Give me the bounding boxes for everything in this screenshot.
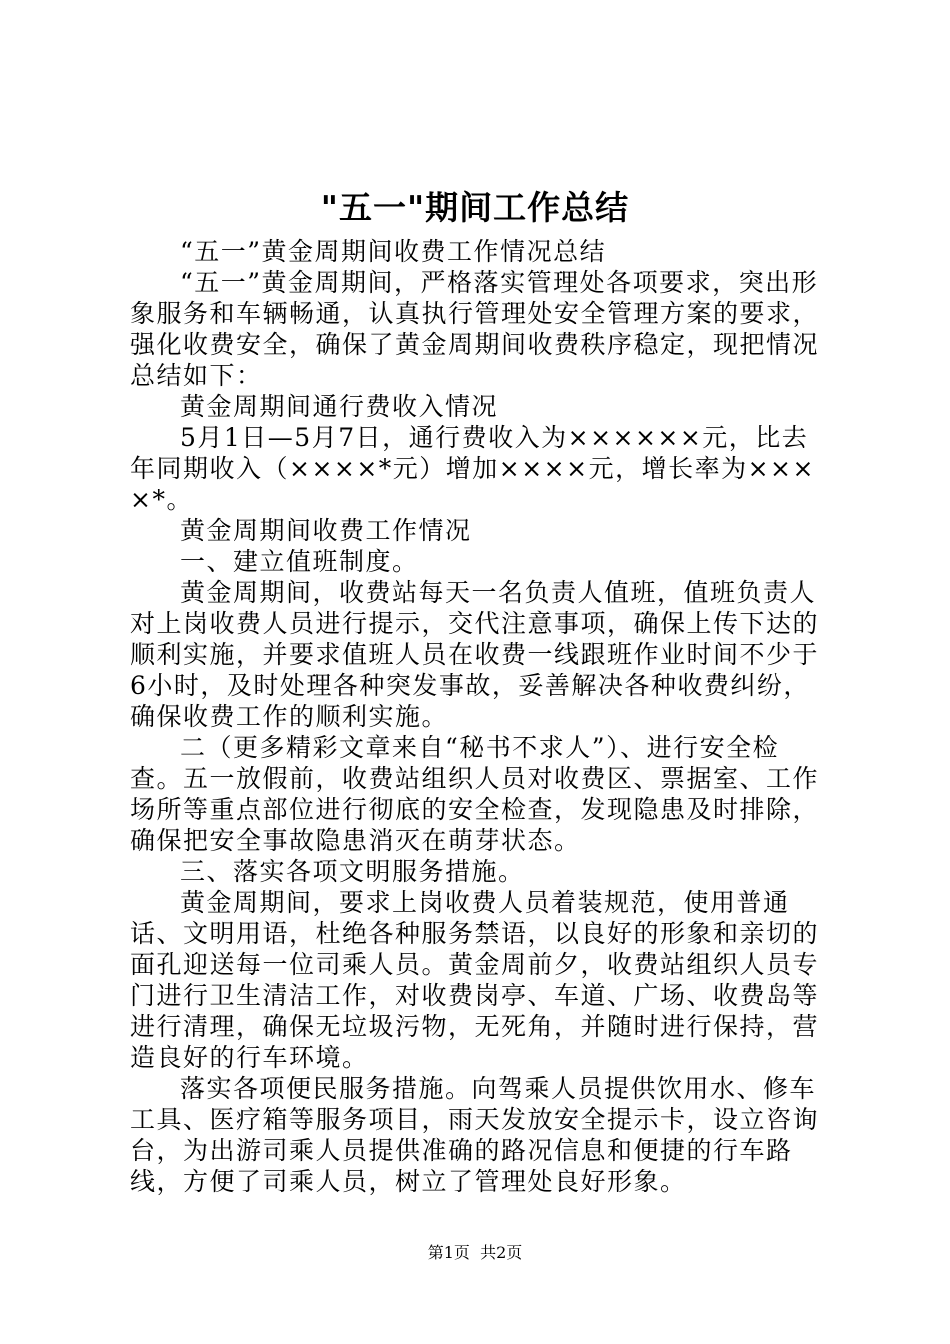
paragraph-heading-revenue: 黄金周期间通行费收入情况 [180,392,499,421]
document-title: "五一"期间工作总结 [320,188,630,227]
paragraph-section-3-body: 黄金周期间，要求上岗收费人员着装规范，使用普通话、文明用语，杜绝各种服务禁语，以良好的形象和亲切的面孔迎送每一位司乘人员。黄金周前夕，收费站组织人员专门进行卫生清洁工作，对收费岗亭、车道、广场、收费岛等进行清理，确保无垃圾污物，无死角，并随时进行保持，营造良好的行车环境。 [130,888,820,1072]
page-total: 共2页 [480,1243,523,1262]
paragraph-intro: “五一”黄金周期间，严格落实管理处各项要求，突出形象服务和车辆畅通，认真执行管理处安全管理方案的要求，强化收费安全，确保了黄金周期间收费秩序稳定，现把情况总结如下： [130,268,820,390]
document-body [130,236,832,1197]
paragraph-section-3-heading: 三、落实各项文明服务措施。 [180,857,525,886]
paragraph-section-1-body: 黄金周期间，收费站每天一名负责人值班，值班负责人对上岗收费人员进行提示，交代注意事项，确保上传下达的顺利实施，并要求值班人员在收费一线跟班作业时间不少于6小时，及时处理各种突发事故，妥善解决各种收费纠纷，确保收费工作的顺利实施。 [130,578,820,731]
paragraph-section-2: 二（更多精彩文章来自“秘书不求人”）、进行安全检查。五一放假前，收费站组织人员对收费区、票据室、工作场所等重点部位进行彻底的安全检查，发现隐患及时排除，确保把安全事故隐患消灭在萌芽状态。 [130,733,820,855]
paragraph-revenue: 5月1日—5月7日，通行费收入为××××××元，比去年同期收入（××××*元）增加××××元，增长率为××××*。 [130,423,815,514]
page-number: 第1页 [427,1243,470,1262]
paragraph-convenience: 落实各项便民服务措施。向驾乘人员提供饮用水、修车工具、医疗箱等服务项目，雨天发放安全提示卡，设立咨询台，为出游司乘人员提供准确的路况信息和便捷的行车路线，方便了司乘人员，树立了管理处良好形象。 [130,1074,820,1196]
page-footer [0,1242,950,1264]
paragraph-subtitle: “五一”黄金周期间收费工作情况总结 [180,237,607,266]
paragraph-section-1-heading: 一、建立值班制度。 [180,547,419,576]
paragraph-heading-work: 黄金周期间收费工作情况 [180,516,472,545]
